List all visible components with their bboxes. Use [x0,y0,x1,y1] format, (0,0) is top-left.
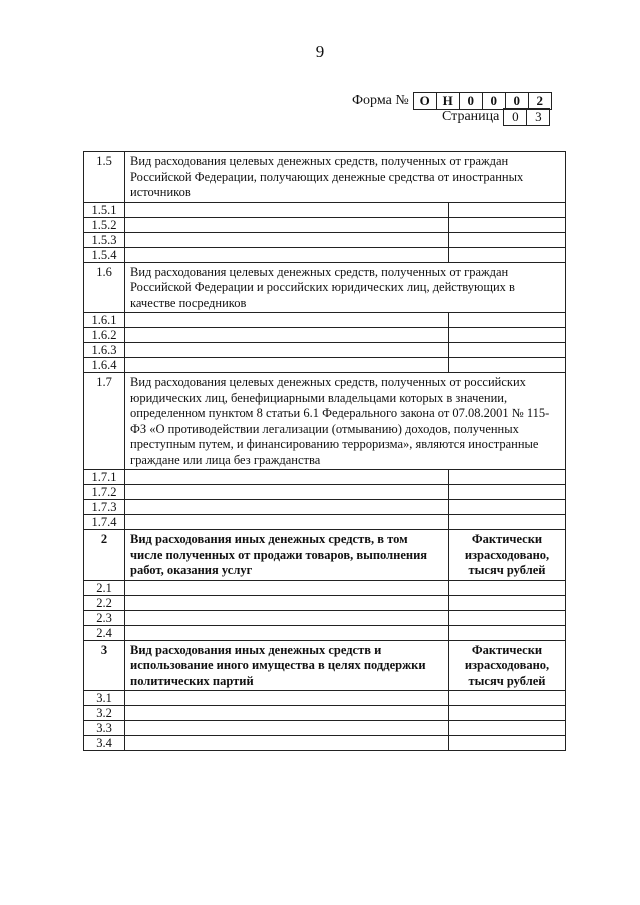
row-number: 3.2 [84,706,125,721]
row-number: 1.5.1 [84,202,125,217]
expenditure-type-cell [125,706,449,721]
expenditure-table-body [84,152,566,751]
table-row [84,470,566,485]
row-number: 3.4 [84,736,125,751]
form-code-box: 0 [505,93,528,109]
expenditure-type-cell [125,470,449,485]
expenditure-type-cell [125,232,449,247]
amount-cell [448,610,565,625]
expenditure-type-cell [125,515,449,530]
section-number: 1.7 [84,373,125,470]
section-number: 2 [84,530,125,581]
page-indicator-boxes [503,108,550,126]
row-number: 1.7.2 [84,485,125,500]
section-title: Вид расходования целевых денежных средств, полученных от граждан Российской Федерации, получающих денежные средства от иностранных источников [125,152,566,203]
row-number: 1.6.3 [84,343,125,358]
section-header-row [84,262,566,313]
table-row [84,691,566,706]
page-number: 9 [315,42,325,61]
page-indicator-label: Страница [442,108,500,124]
amount-cell [448,721,565,736]
row-number: 3.3 [84,721,125,736]
form-code-box: Н [436,93,459,109]
table-row [84,217,566,232]
amount-cell [448,515,565,530]
expenditure-type-cell [125,217,449,232]
expenditure-type-cell [125,625,449,640]
amount-cell [448,313,565,328]
table-row [84,610,566,625]
row-number: 1.5.2 [84,217,125,232]
row-number: 1.6.1 [84,313,125,328]
table-row [84,485,566,500]
section-title: Вид расходования иных денежных средств, в том числе полученных от продажи товаров, выполнения работ, оказания услуг [125,530,449,581]
amount-cell [448,595,565,610]
expenditure-type-cell [125,313,449,328]
amount-cell [448,343,565,358]
amount-cell [448,736,565,751]
section-header-row [84,640,566,691]
amount-cell [448,358,565,373]
amount-cell [448,232,565,247]
row-number: 1.7.4 [84,515,125,530]
expenditure-type-cell [125,595,449,610]
expenditure-type-cell [125,736,449,751]
amount-cell [448,202,565,217]
table-row [84,515,566,530]
table-row [84,202,566,217]
expenditure-type-cell [125,580,449,595]
amount-cell [448,485,565,500]
table-row [84,706,566,721]
row-number: 1.6.4 [84,358,125,373]
section-title: Вид расходования целевых денежных средств, полученных от российских юридических лиц, бенефициарными владельцами которых в значении, определенном пунктом 8 статьи 6.1 Федерального закона от 07.08.2001 № 115-ФЗ «О противодействии легализации (отмыванию) доходов, полученных преступным путем, и финансированию терроризма», являются иностранные граждане или лица без гражданства [125,373,566,470]
page-code-box: 3 [526,109,549,125]
expenditure-type-cell [125,500,449,515]
amount-cell [448,691,565,706]
amount-cell [448,500,565,515]
section-header-row [84,152,566,203]
row-number: 1.7.3 [84,500,125,515]
page-indicator [442,108,550,125]
row-number: 1.7.1 [84,470,125,485]
amount-cell [448,328,565,343]
row-number: 3.1 [84,691,125,706]
amount-cell [448,625,565,640]
expenditure-type-cell [125,721,449,736]
form-number-label: Форма № [352,92,409,108]
section-title: Вид расходования иных денежных средств и использование иного имущества в целях поддержки политических партий [125,640,449,691]
table-row [84,721,566,736]
section-header-row [84,530,566,581]
section-number: 1.6 [84,262,125,313]
amount-cell [448,706,565,721]
table-row [84,313,566,328]
expenditure-type-cell [125,343,449,358]
page-code-box: 0 [512,108,519,124]
form-code-box: О [419,92,430,108]
row-number: 2.1 [84,580,125,595]
section-number: 3 [84,640,125,691]
table-row [84,328,566,343]
table-row [84,625,566,640]
table-row [84,232,566,247]
expenditure-type-cell [125,247,449,262]
form-code-box: 0 [482,93,505,109]
spent-amount-header: Фактически израсходовано, тысяч рублей [448,640,565,691]
row-number: 2.4 [84,625,125,640]
expenditure-type-cell [125,358,449,373]
section-title: Вид расходования целевых денежных средств, полученных от граждан Российской Федерации и российских юридических лиц, действующих в качестве посредников [125,262,566,313]
table-row [84,580,566,595]
table-row [84,595,566,610]
form-number [352,92,552,109]
amount-cell [448,217,565,232]
form-code-box: 0 [459,93,482,109]
form-code-box: 2 [528,93,551,109]
amount-cell [448,247,565,262]
expenditure-type-cell [125,202,449,217]
amount-cell [448,580,565,595]
row-number: 2.2 [84,595,125,610]
row-number: 1.6.2 [84,328,125,343]
amount-cell [448,470,565,485]
expenditure-type-cell [125,610,449,625]
table-row [84,500,566,515]
row-number: 1.5.4 [84,247,125,262]
table-row [84,358,566,373]
expenditure-type-cell [125,691,449,706]
table-row [84,736,566,751]
row-number: 2.3 [84,610,125,625]
table-row [84,247,566,262]
expenditure-type-cell [125,485,449,500]
expenditure-table [83,151,566,751]
expenditure-type-cell [125,328,449,343]
table-row [84,343,566,358]
spent-amount-header: Фактически израсходовано, тысяч рублей [448,530,565,581]
section-header-row [84,373,566,470]
row-number: 1.5.3 [84,232,125,247]
section-number: 1.5 [84,152,125,203]
